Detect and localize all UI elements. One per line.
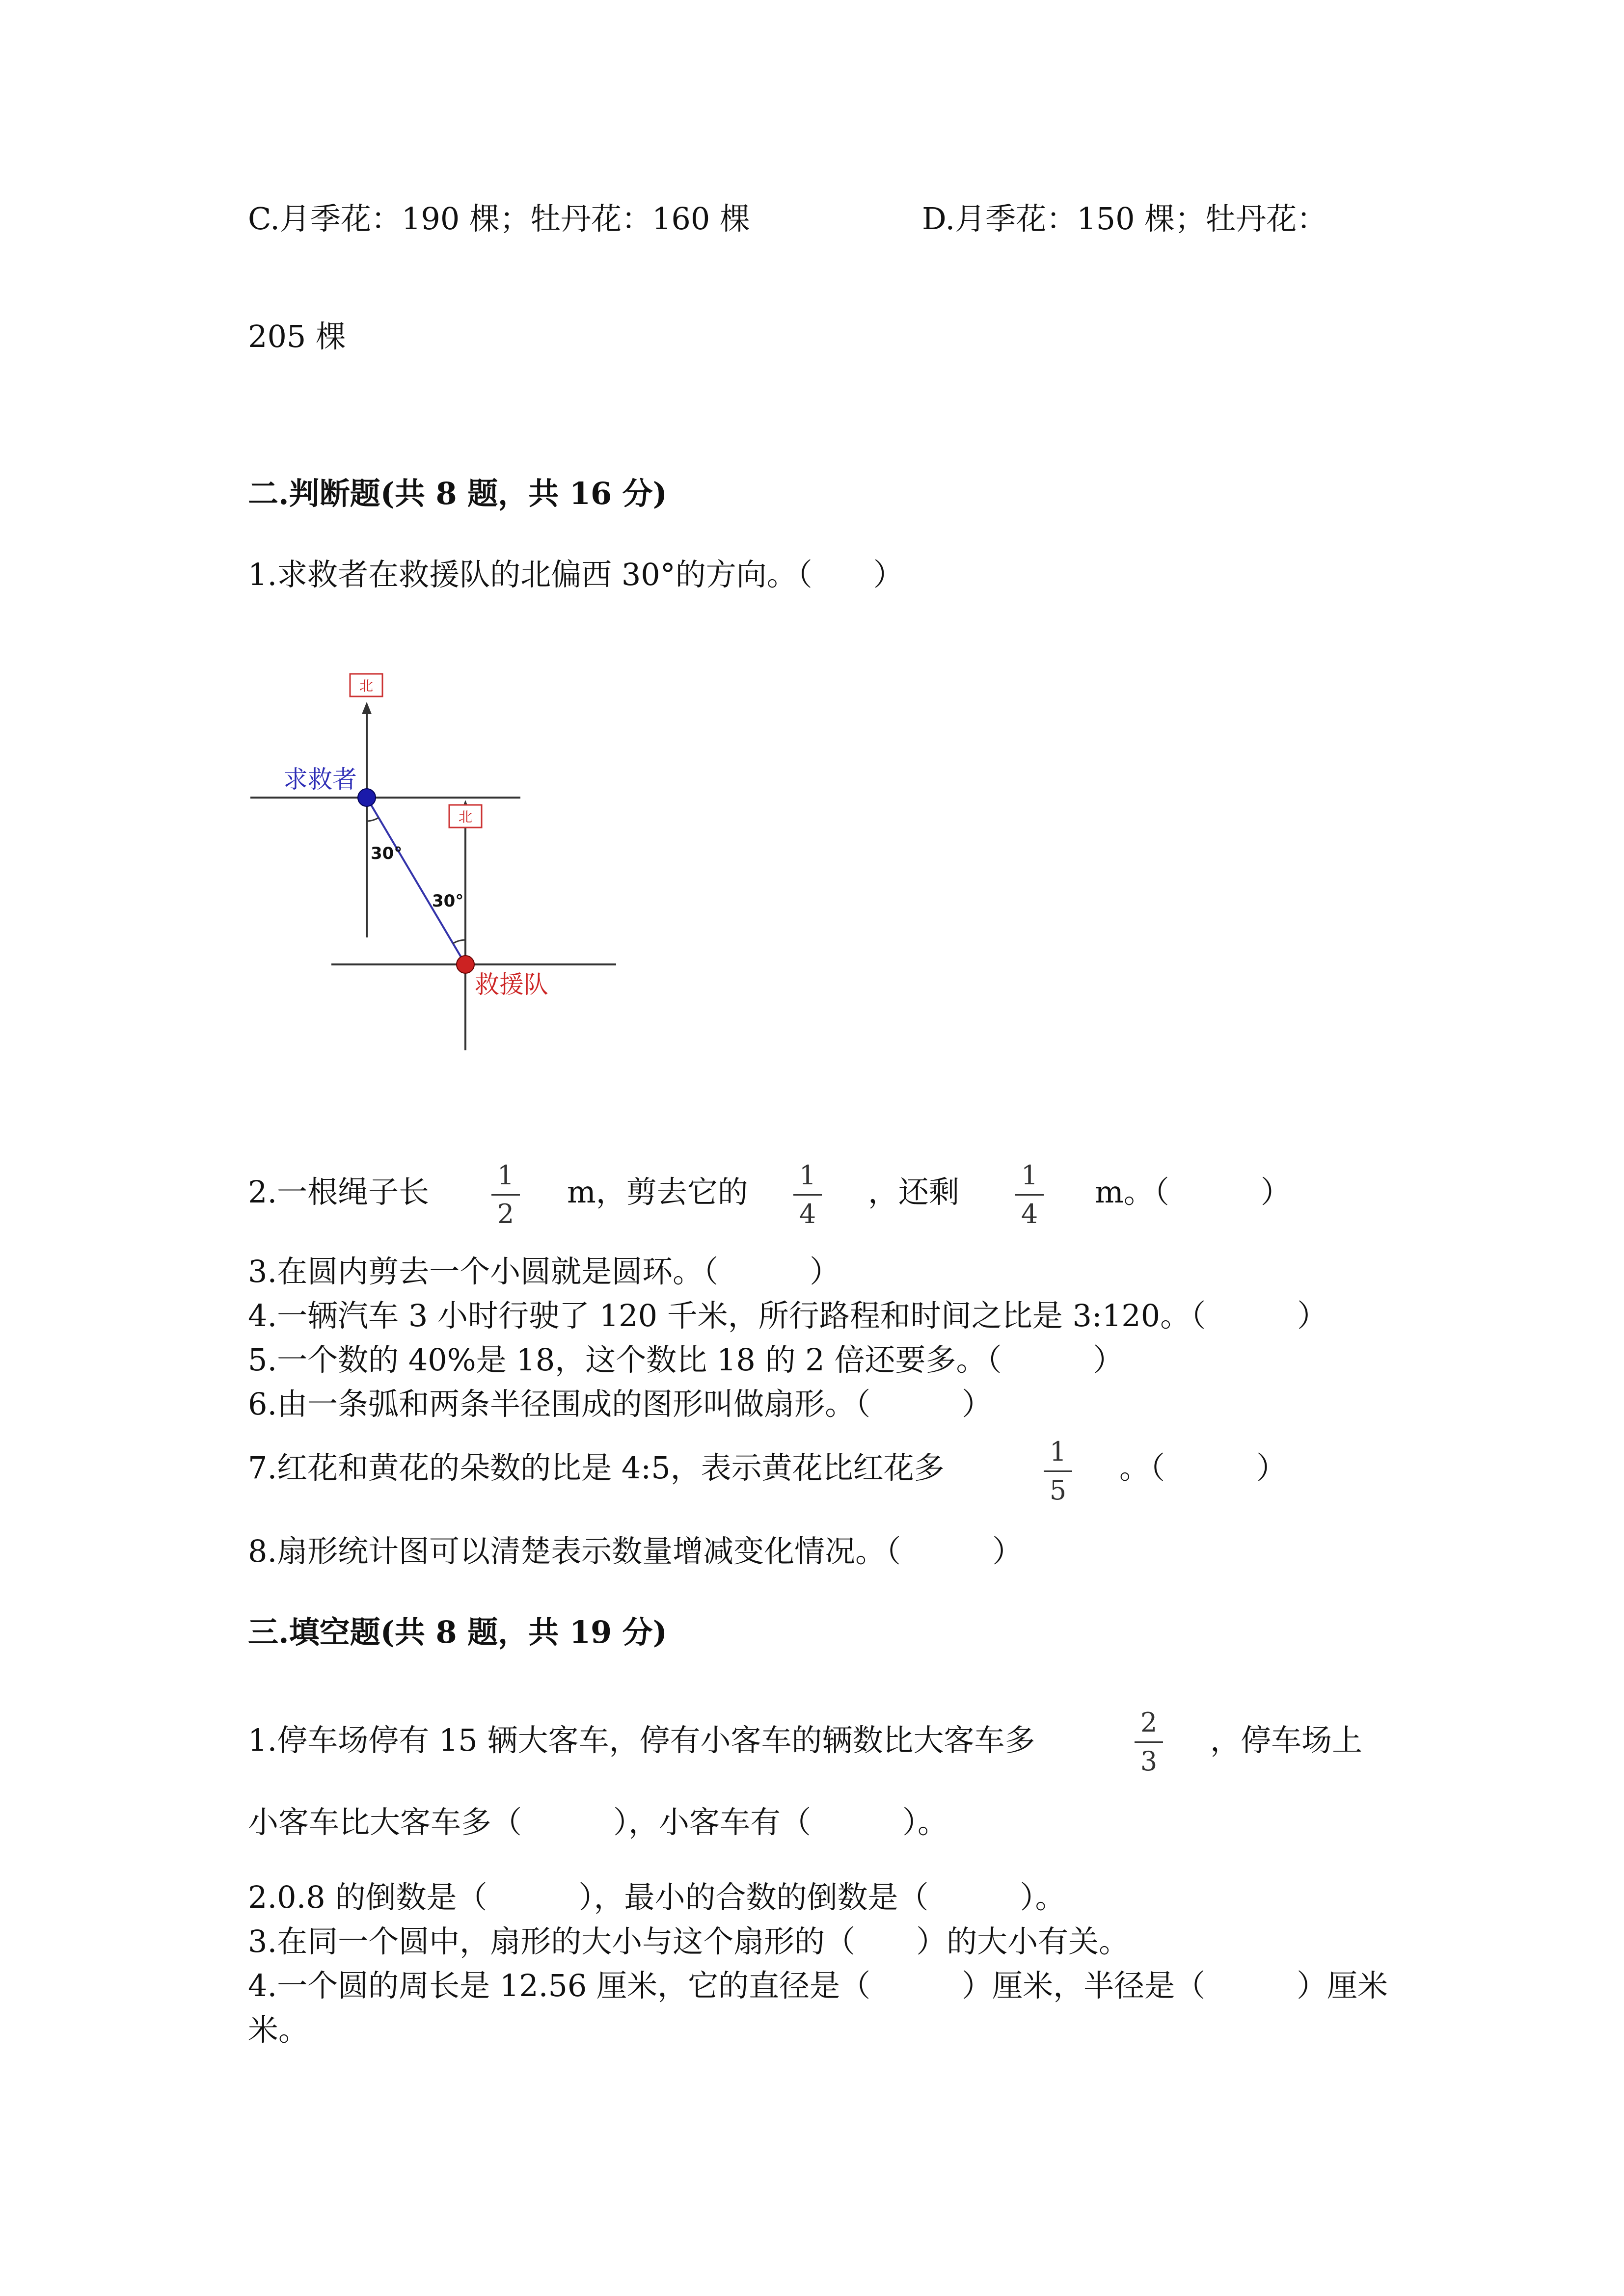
fraction-bar — [491, 1194, 520, 1196]
fill-question-1-part1: 1.停车场停有 15 辆大客车，停有小客车的辆数比大客车多 — [248, 1722, 1035, 1758]
judgement-question-2-part4: m。（ ） — [1095, 1174, 1291, 1210]
fraction-denominator: 3 — [1140, 1746, 1158, 1777]
fraction-one-fifth — [1041, 1437, 1075, 1505]
judgement-question-5: 5.一个数的 40%是 18，这个数比 18 的 2 倍还要多。（ ） — [248, 1342, 1124, 1378]
rescue-point — [457, 956, 474, 973]
judgement-question-3: 3.在圆内剪去一个小圆就是圆环。（ ） — [248, 1254, 840, 1289]
north-label: 北 — [458, 809, 473, 825]
judgement-question-6: 6.由一条弧和两条半径围成的图形叫做扇形。（ ） — [248, 1386, 993, 1422]
angle-label-rescue: 30° — [432, 891, 464, 911]
fraction-numerator: 1 — [1021, 1160, 1038, 1191]
judgement-question-2-part3: ，还剩 — [868, 1174, 960, 1210]
section-heading-fill-in: 三.填空题(共 8 题，共 19 分) — [248, 1614, 668, 1650]
fraction-bar — [1015, 1194, 1044, 1196]
fraction-numerator: 1 — [497, 1160, 514, 1191]
fraction-bar — [793, 1194, 822, 1196]
judgement-question-2-part2: m，剪去它的 — [567, 1174, 748, 1210]
seeker-point — [358, 789, 376, 806]
option-d: D.月季花：150 棵；牡丹花： — [922, 201, 1327, 237]
fraction-denominator: 4 — [799, 1199, 816, 1229]
fill-question-1-line2: 小客车比大客车多（ ），小客车有（ ）。 — [248, 1804, 948, 1840]
judgement-question-4: 4.一辆汽车 3 小时行驶了 120 千米，所行路程和时间之比是 3:120。（ ） — [248, 1298, 1328, 1334]
angle-label-seeker: 30° — [371, 844, 403, 863]
fill-question-3: 3.在同一个圆中，扇形的大小与这个扇形的（ ）的大小有关。 — [248, 1923, 1130, 1959]
angle-arc-rescue — [453, 940, 465, 943]
angle-arc-seeker — [367, 818, 379, 821]
judgement-question-7-part2: 。（ ） — [1119, 1450, 1287, 1486]
fraction-denominator: 4 — [1021, 1199, 1038, 1229]
fill-question-2: 2.0.8 的倒数是（ ），最小的合数的倒数是（ ）。 — [248, 1879, 1066, 1915]
fraction-denominator: 2 — [497, 1199, 514, 1229]
option-c: C.月季花：190 棵；牡丹花：160 棵 — [248, 201, 751, 237]
fraction-one-quarter — [1012, 1161, 1047, 1229]
north-arrow-icon — [362, 702, 372, 714]
section-heading-judgement: 二.判断题(共 8 题，共 16 分) — [248, 476, 668, 511]
judgement-question-1: 1.求救者在救援队的北偏西 30°的方向。（ ） — [248, 557, 904, 592]
fraction-numerator: 1 — [799, 1160, 816, 1191]
fraction-one-quarter — [790, 1161, 825, 1229]
seeker-label: 求救者 — [283, 765, 357, 794]
fill-question-4-line2: 米。 — [248, 2012, 309, 2048]
fraction-denominator: 5 — [1049, 1475, 1067, 1506]
fraction-numerator: 1 — [1049, 1436, 1067, 1467]
rescue-label: 救援队 — [475, 970, 548, 999]
judgement-question-2-part1: 2.一根绳子长 — [248, 1174, 430, 1210]
fraction-one-half — [488, 1161, 523, 1229]
judgement-question-7-part1: 7.红花和黄花的朵数的比是 4:5，表示黄花比红花多 — [248, 1450, 945, 1486]
direction-diagram — [248, 665, 626, 1058]
fill-question-1-part2: ，停车场上 — [1210, 1722, 1363, 1758]
fraction-numerator: 2 — [1140, 1707, 1158, 1738]
option-d-continued: 205 棵 — [248, 319, 347, 354]
fraction-bar — [1135, 1741, 1163, 1743]
fraction-bar — [1044, 1470, 1072, 1472]
fill-question-4-line1: 4.一个圆的周长是 12.56 厘米，它的直径是（ ）厘米，半径是（ ）厘米 — [248, 1968, 1388, 2003]
fraction-two-thirds — [1132, 1708, 1166, 1776]
north-label: 北 — [359, 678, 374, 694]
judgement-question-8: 8.扇形统计图可以清楚表示数量增减变化情况。（ ） — [248, 1533, 1023, 1569]
